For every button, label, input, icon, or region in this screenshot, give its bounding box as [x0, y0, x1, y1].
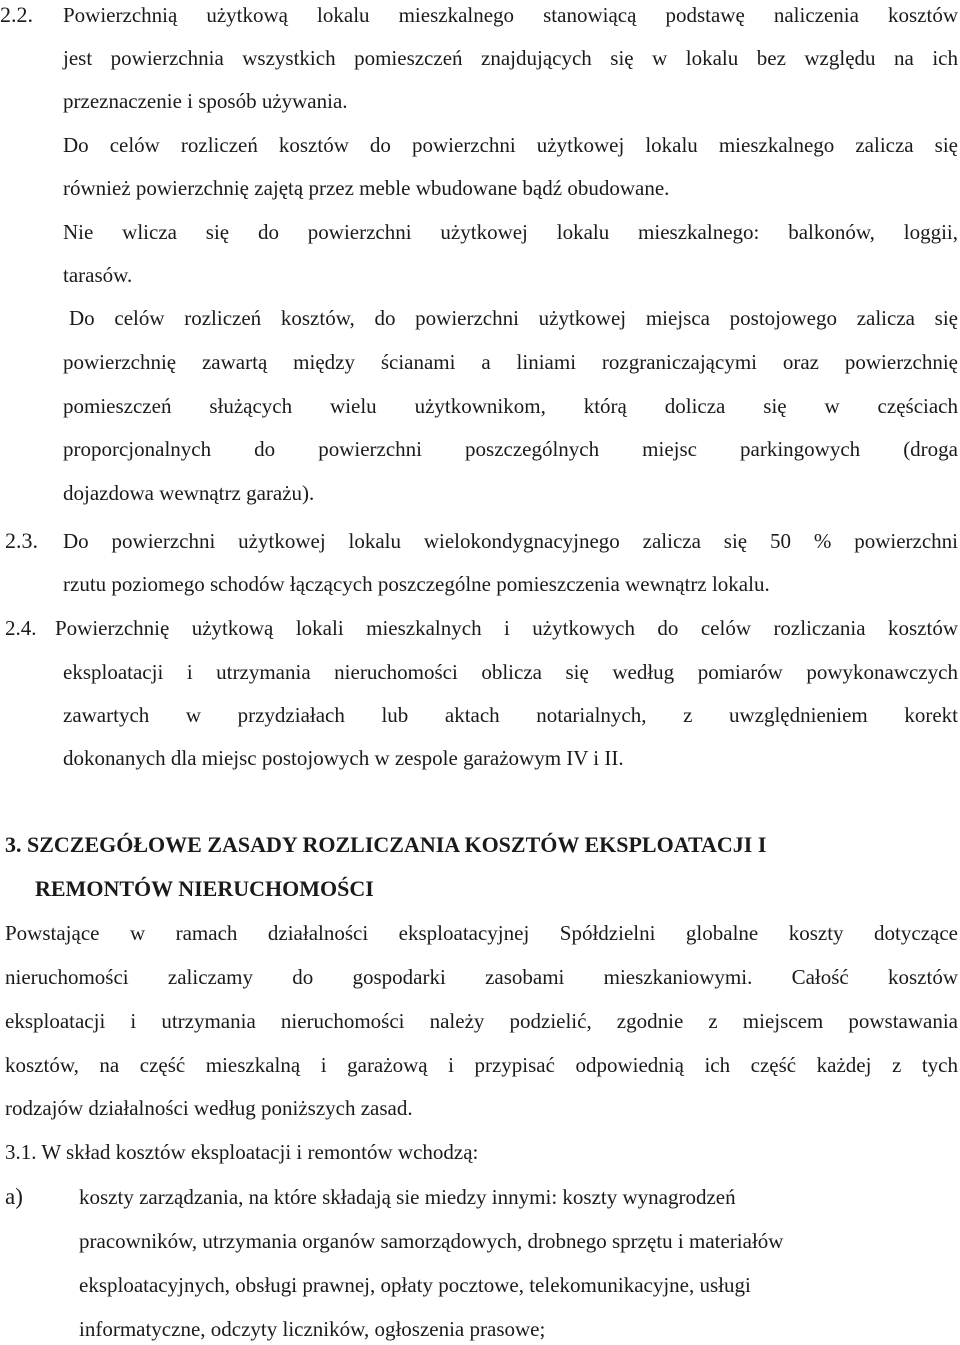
- section-3-1-intro: 3.1. W skład kosztów eksploatacji i remontów wchodzą:: [5, 1140, 479, 1164]
- section-3-heading-line-1: 3. SZCZEGÓŁOWE ZASADY ROZLICZANIA KOSZTÓW EKSPLOATACJI I: [5, 832, 767, 857]
- item-a-line-1: koszty zarządzania, na które składają sie miedzy innymi: koszty wynagrodzeń: [79, 1185, 736, 1209]
- section-2-2-line-9: powierzchnię zawartą między ścianami a liniami rozgraniczającymi oraz powierzchnię: [63, 350, 958, 374]
- section-2-4-line-4: dokonanych dla miejsc postojowych w zespole garażowym IV i II.: [63, 746, 624, 770]
- section-2-2-line-12: dojazdowa wewnątrz garażu).: [63, 481, 315, 505]
- section-2-2-line-1: Powierzchnią użytkową lokalu mieszkalnego stanowiącą podstawę naliczenia kosztów: [63, 3, 958, 27]
- section-2-2-line-11: proporcjonalnych do powierzchni poszczególnych miejsc parkingowych (droga: [63, 437, 958, 461]
- section-3-line-5: rodzajów działalności według poniższych zasad.: [5, 1096, 413, 1120]
- item-a-line-3: eksploatacyjnych, obsługi prawnej, opłaty pocztowe, telekomunikacyjne, usługi: [79, 1273, 751, 1297]
- section-2-3-line-1: Do powierzchni użytkowej lokalu wielokondygnacyjnego zalicza się 50 % powierzchni: [63, 529, 958, 553]
- item-a-marker: a): [5, 1184, 23, 1209]
- section-2-3-line-2: rzutu poziomego schodów łączących poszczególne pomieszczenia wewnątrz lokalu.: [63, 572, 770, 596]
- item-a-line-4: informatyczne, odczyty liczników, ogłoszenia prasowe;: [79, 1317, 546, 1341]
- section-3-line-4: kosztów, na część mieszkalną i garażową i przypisać odpowiednią ich część każdej z tych: [5, 1053, 958, 1077]
- section-number-2-4: 2.4.: [5, 616, 37, 640]
- section-2-2-line-4: Do celów rozliczeń kosztów do powierzchni użytkowej lokalu mieszkalnego zalicza się: [63, 133, 958, 157]
- section-number-2-3: 2.3.: [5, 528, 38, 553]
- section-3-line-1: Powstające w ramach działalności eksploatacyjnej Spółdzielni globalne koszty dotyczące: [5, 921, 958, 945]
- section-2-2-line-10: pomieszczeń służących wielu użytkownikom, którą dolicza się w częściach: [63, 394, 958, 418]
- section-2-2-line-5: również powierzchnię zajętą przez meble wbudowane bądź obudowane.: [63, 176, 670, 200]
- section-2-4-line-3: zawartych w przydziałach lub aktach notarialnych, z uwzględnieniem korekt: [63, 703, 958, 727]
- section-3-heading-line-2: REMONTÓW NIERUCHOMOŚCI: [35, 876, 374, 901]
- section-2-4-line-2: eksploatacji i utrzymania nieruchomości oblicza się według pomiarów powykonawczych: [63, 660, 958, 684]
- section-2-2-line-2: jest powierzchnia wszystkich pomieszczeń znajdujących się w lokalu bez względu na ich: [63, 46, 958, 70]
- item-a-line-2: pracowników, utrzymania organów samorządowych, drobnego sprzętu i materiałów: [79, 1229, 784, 1253]
- section-2-2-line-7: tarasów.: [63, 263, 133, 287]
- section-3-line-2: nieruchomości zaliczamy do gospodarki zasobami mieszkaniowymi. Całość kosztów: [5, 965, 958, 989]
- section-2-4-line-1: Powierzchnię użytkową lokali mieszkalnych i użytkowych do celów rozliczania kosztów: [55, 616, 958, 640]
- section-number-2-2: 2.2.: [0, 2, 33, 27]
- section-3-line-3: eksploatacji i utrzymania nieruchomości należy podzielić, zgodnie z miejscem powstawania: [5, 1009, 958, 1033]
- section-2-2-line-6: Nie wlicza się do powierzchni użytkowej lokalu mieszkalnego: balkonów, loggii,: [63, 220, 958, 244]
- section-2-2-line-3: przeznaczenie i sposób używania.: [63, 89, 348, 113]
- section-2-2-line-8: Do celów rozliczeń kosztów, do powierzchni użytkowej miejsca postojowego zalicza się: [69, 306, 958, 330]
